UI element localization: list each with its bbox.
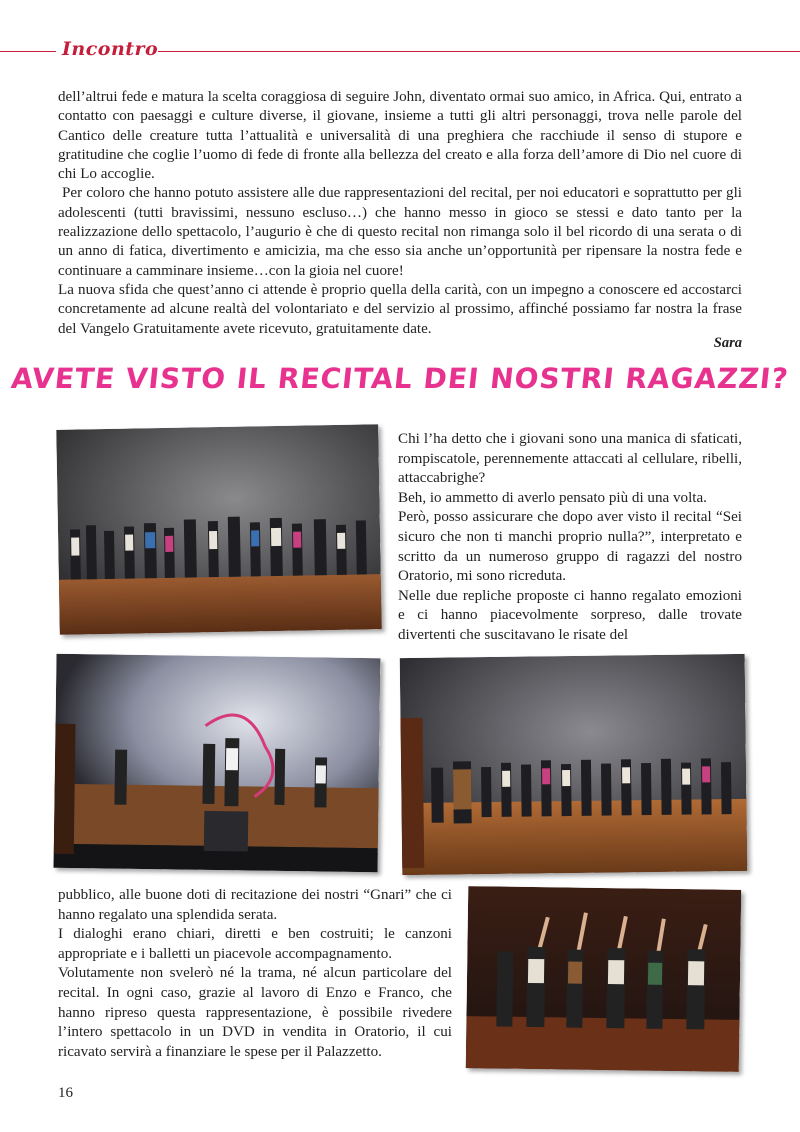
article-paragraph: Però, posso assicurare che dopo aver visto il recital “Sei sicuro che non ti manchi proprio nulla?”, interpretato e scritto da un numeroso gruppo di ragazzi del nostro Oratorio, mi sono ricreduta. xyxy=(398,509,742,585)
author-signature: Sara xyxy=(713,335,742,351)
article-paragraph: Volutamente non svelerò né la trama, né alcun particolare del recital. In ogni caso, grazie al lavoro di Enzo e Franco, che hanno ripreso questa rappresentazione, è possibile rivedere l’intero spettacolo in un DVD in vendita in Oratorio, il cui ricavato servirà a finanziare le spese per il Palazzetto. xyxy=(58,965,452,1060)
article-title: AVETE VISTO IL RECITAL DEI NOSTRI RAGAZZI? xyxy=(9,362,791,395)
header-rule-right xyxy=(158,51,800,52)
photo-cast-line xyxy=(400,654,748,875)
intro-text xyxy=(58,88,742,339)
article-paragraph: Nelle due repliche proposte ci hanno regalato emozioni e ci hanno piacevolmente sorpreso, dalle trovate divertenti che suscitavano le risate del xyxy=(398,587,742,643)
article-right-column xyxy=(398,430,742,646)
article-paragraph: pubblico, alle buone doti di recitazione dei nostri “Gnari” che ci hanno regalato una splendida serata. xyxy=(58,887,452,923)
intro-paragraph: Per coloro che hanno potuto assistere alle due rappresentazioni del recital, per noi educatori e soprattutto per gli adolescenti (tutti bravissimi, nessuno escluso…) che hanno messo in gioco se stessi e dato tanto per la realizzazione dello spettacolo, l’augurio è che di questo recital non rimanga solo il bel ricordo di una serata o di un anno di fatica, divertimento e amicizia, ma che esso sia anche un’opportunità per ripensare la nostra fede e continuare a camminare insieme…con la gioia nel cuore! xyxy=(58,185,742,279)
page-number: 16 xyxy=(58,1085,73,1101)
magazine-brand: Incontro xyxy=(62,38,159,60)
article-paragraph: Chi l’ha detto che i giovani sono una manica di sfaticati, rompiscatole, perennemente attaccati al cellulare, ribelli, attaccabrighe? xyxy=(398,431,742,487)
intro-paragraph: La nuova sfida che quest’anno ci attende è proprio quella della carità, con un impegno a conoscere ed accostarci concretamente ad alcune realtà del volontariato e del servizio al prossimo, affinché possiamo far nostra la frase del Vangelo Gratuitamente avete ricevuto, gratuitamente date. xyxy=(58,281,742,337)
photo-dancers-ribbon xyxy=(54,654,381,873)
article-bottom-column xyxy=(58,886,452,1062)
photo-group-on-stage xyxy=(56,424,382,635)
article-paragraph: I dialoghi erano chiari, diretti e ben costruiti; le canzoni appropriate e i balletti un piacevole accompagnamento. xyxy=(58,926,452,962)
photo-cast-celebrating xyxy=(466,886,742,1072)
intro-paragraph: dell’altrui fede e matura la scelta coraggiosa di seguire John, diventato ormai suo amico, in Africa. Qui, entrato a contatto con paesaggi e culture diverse, il giovane, insieme a tutti gli altri personaggi, trova nelle parole del Cantico delle creature tutta l’attualità e universalità di una preghiera che racchiude il senso di stupore e gratitudine che coglie l’uomo di fede di fronte alla bellezza del creato e alla forza dell’amore di Dio nel cuore di chi Lo accoglie. xyxy=(58,89,742,183)
header-rule-left xyxy=(0,51,56,52)
article-paragraph: Beh, io ammetto di averlo pensato più di una volta. xyxy=(398,489,707,506)
